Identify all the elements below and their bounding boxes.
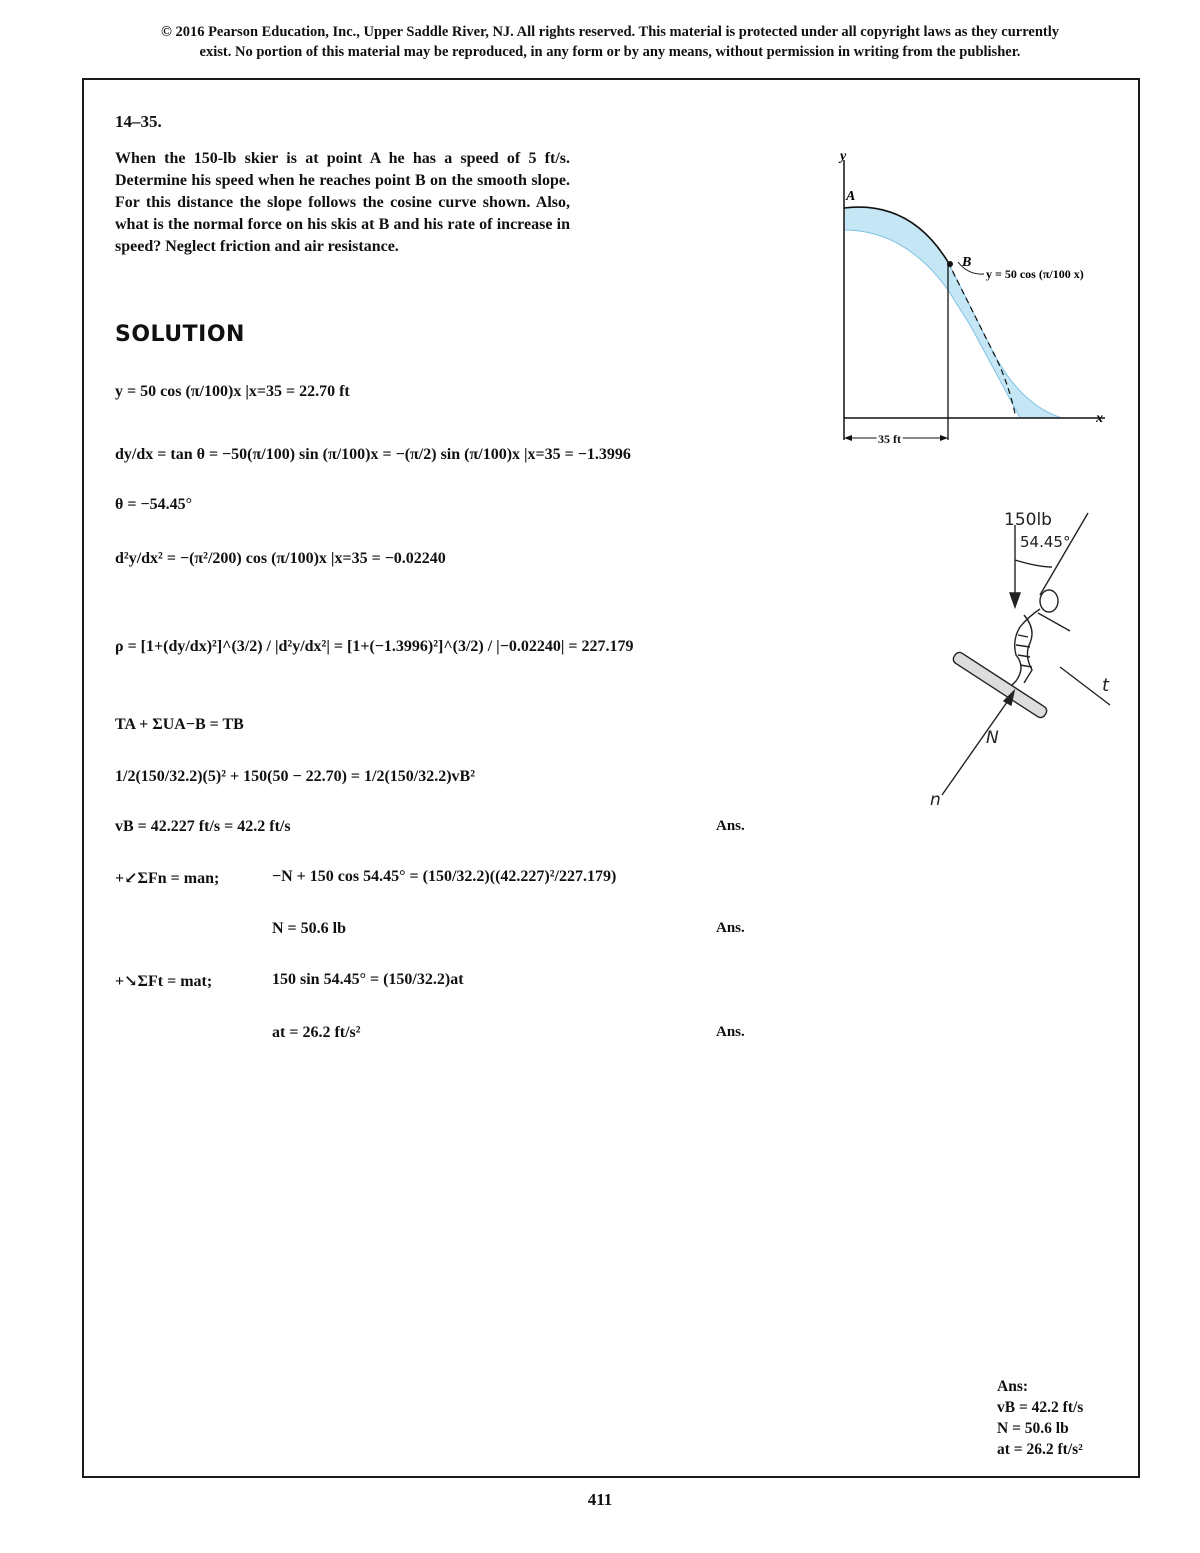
final-answer-speed: vB = 42.2 ft/s — [997, 1399, 1084, 1416]
slope-figure — [830, 140, 1130, 460]
final-answer-normal-force: N = 50.6 lb — [997, 1420, 1069, 1437]
angle-label: 54.45° — [1020, 533, 1071, 551]
t-axis-label: t — [1102, 675, 1110, 696]
free-body-diagram — [920, 505, 1130, 815]
equation-11-label: +↘ΣFt = mat; — [115, 973, 213, 990]
copyright-line-2: exist. No portion of this material may be reproduced, in any form or by any means, without permission in writing from the publisher. — [199, 44, 1021, 60]
normal-force-label: N — [986, 728, 999, 748]
equation-10: N = 50.6 lb — [272, 920, 347, 937]
answer-mark-1: Ans. — [716, 818, 745, 834]
equation-5: ρ = [1+(dy/dx)²]^(3/2) / |d²y/dx²| = [1+(−1.3996)²]^(3/2) / |−0.02240| = 227.179 — [115, 638, 634, 655]
answer-mark-2: Ans. — [716, 920, 745, 936]
copyright-line-1: © 2016 Pearson Education, Inc., Upper Saddle River, NJ. All rights reserved. This material is protected under all copyright laws as they currently — [160, 24, 1060, 40]
equation-7: 1/2(150/32.2)(5)² + 150(50 − 22.70) = 1/2(150/32.2)vB² — [115, 768, 476, 785]
x-axis-label: x — [1096, 411, 1103, 426]
equation-9: −N + 150 cos 54.45° = (150/32.2)((42.227)²/227.179) — [272, 868, 617, 885]
problem-statement: When the 150-lb skier is at point A he has a speed of 5 ft/s. Determine his speed when he reaches point B on the smooth slope. For this distance the slope follows the cosine curve shown. Also, what is the normal force on his skis at B and his rate of increase in speed? Neglect friction and air resistance. — [115, 150, 570, 255]
curve-equation-label: y = 50 cos (π/100 x) — [986, 267, 1084, 281]
n-axis-label: n — [930, 790, 941, 810]
y-axis-label: y — [840, 149, 847, 164]
problem-number: 14–35. — [115, 112, 162, 131]
final-answer-acceleration: at = 26.2 ft/s² — [997, 1441, 1083, 1458]
equation-12: at = 26.2 ft/s² — [272, 1024, 361, 1041]
page-number: 411 — [587, 1490, 613, 1509]
equation-1: y = 50 cos (π/100)x |x=35 = 22.70 ft — [115, 383, 350, 400]
equation-11: 150 sin 54.45° = (150/32.2)at — [272, 971, 464, 988]
equation-8: vB = 42.227 ft/s = 42.2 ft/s — [115, 818, 291, 835]
solution-heading: SOLUTION — [115, 322, 245, 347]
final-answers-box — [997, 1376, 1083, 1460]
answer-mark-3: Ans. — [716, 1024, 745, 1040]
equation-2: dy/dx = tan θ = −50(π/100) sin (π/100)x = −(π/2) sin (π/100)x |x=35 = −1.3996 — [115, 446, 631, 463]
weight-label: 150lb — [1004, 510, 1052, 530]
equation-3: θ = −54.45° — [115, 496, 192, 513]
equation-6: TA + ΣUA−B = TB — [115, 716, 244, 733]
point-a-label: A — [846, 189, 856, 204]
point-b-label: B — [962, 255, 972, 270]
dimension-label: 35 ft — [878, 432, 901, 446]
equation-9-label: +↙ΣFn = man; — [115, 870, 220, 887]
final-answers-title: Ans: — [997, 1378, 1029, 1395]
equation-4: d²y/dx² = −(π²/200) cos (π/100)x |x=35 = −0.02240 — [115, 550, 446, 567]
copyright-notice — [100, 22, 1120, 62]
